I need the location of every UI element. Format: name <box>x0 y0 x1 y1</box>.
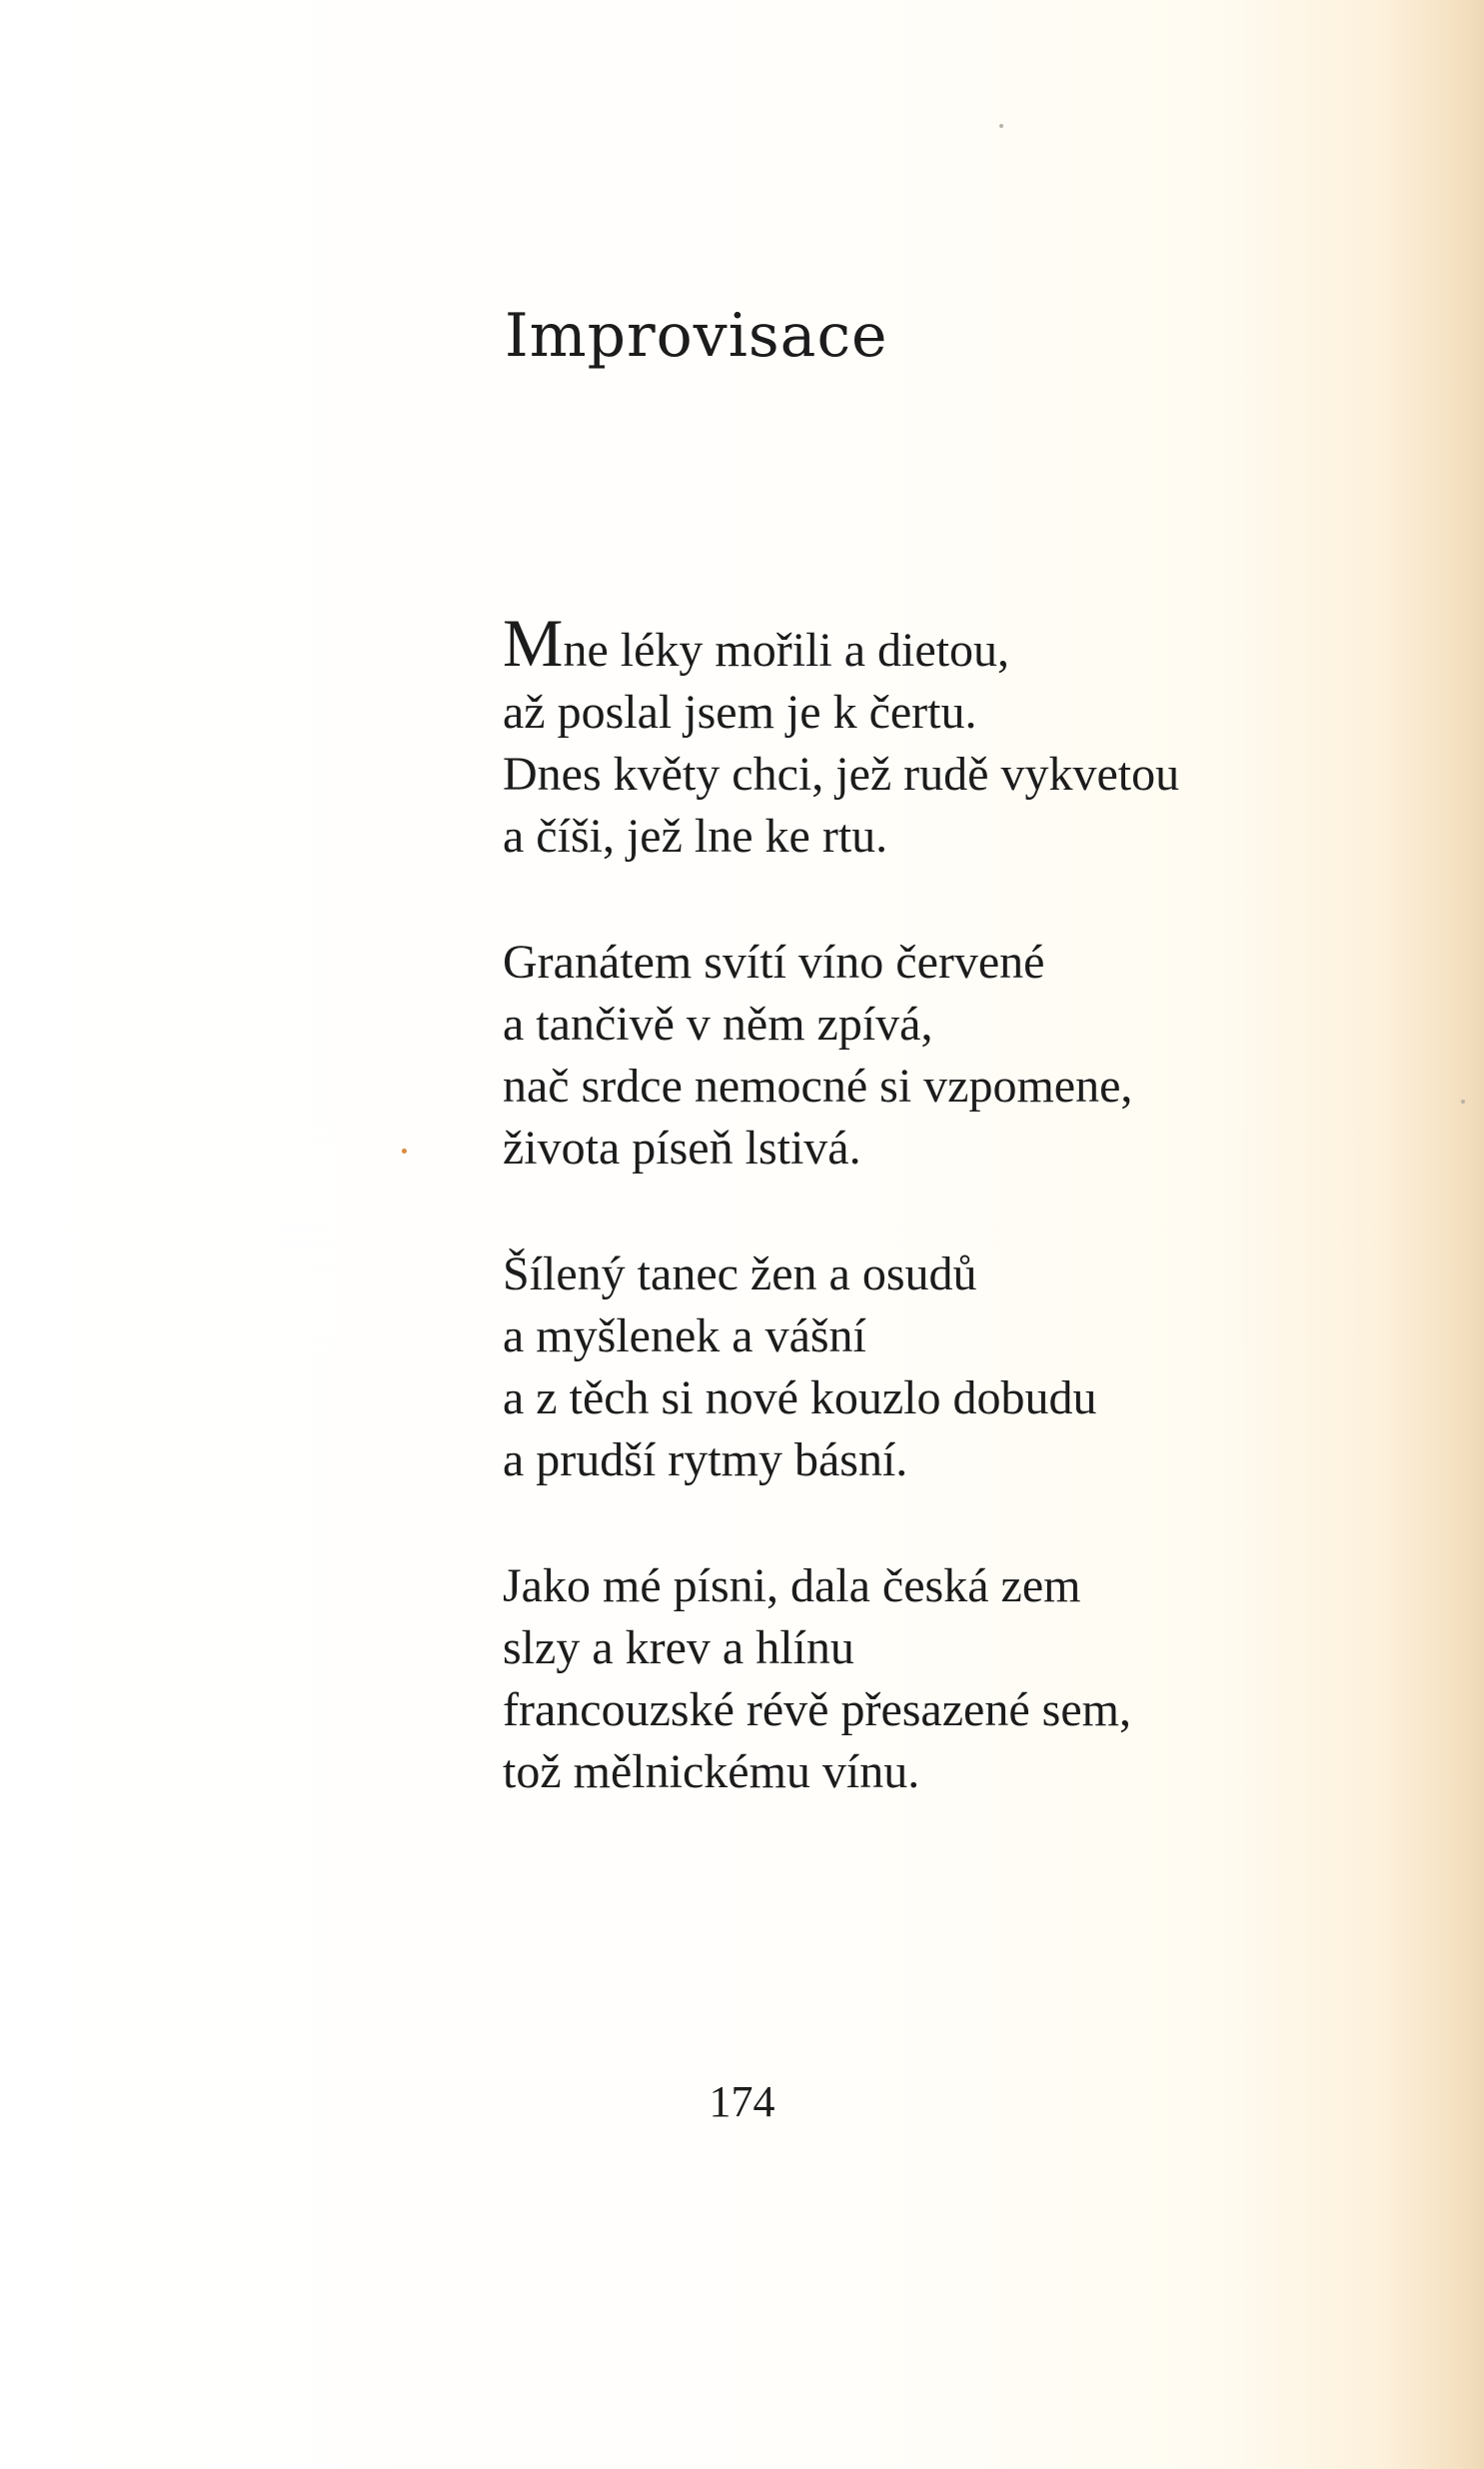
poem-line: a myšlenek a vášní <box>503 1309 866 1362</box>
poem-line-text: ne léky mořili a dietou, <box>563 624 1010 677</box>
poem-line: života píseň lstivá. <box>503 1122 861 1175</box>
stanza-4 <box>503 1555 1402 1803</box>
poem-line: a z těch si nové kouzlo dobudu <box>503 1371 1097 1424</box>
stanza-2 <box>503 932 1402 1180</box>
paper-speck <box>1461 1100 1465 1104</box>
poem-title: Improvisace <box>505 301 888 371</box>
poem-line <box>503 605 1402 682</box>
poem-line: a tančivě v něm zpívá, <box>503 998 933 1051</box>
poem-body <box>503 605 1402 1867</box>
poem-line: nač srdce nemocné si vzpomene, <box>503 1060 1133 1113</box>
paper-speck <box>999 124 1003 128</box>
stanza-1 <box>503 605 1402 868</box>
drop-cap: M <box>503 605 564 681</box>
poem-line: Granátem svítí víno červené <box>503 936 1045 989</box>
poem-line: a číši, jež lne ke rtu. <box>503 810 888 863</box>
poem-line: francouzské révě přesazené sem, <box>503 1683 1131 1736</box>
page-number: 174 <box>709 2077 775 2126</box>
poem-line: až poslal jsem je k čertu. <box>503 686 977 739</box>
poem-line: a prudší rytmy básní. <box>503 1433 908 1486</box>
poem-line: Šílený tanec žen a osudů <box>503 1247 977 1300</box>
stanza-3 <box>503 1243 1402 1491</box>
poem-line: tož mělnickému vínu. <box>503 1745 920 1798</box>
paper-speck <box>402 1149 407 1154</box>
poem-line: Jako mé písni, dala česká zem <box>503 1559 1081 1612</box>
poem-line: Dnes květy chci, jež rudě vykvetou <box>503 748 1180 801</box>
poem-line: slzy a krev a hlínu <box>503 1621 854 1674</box>
